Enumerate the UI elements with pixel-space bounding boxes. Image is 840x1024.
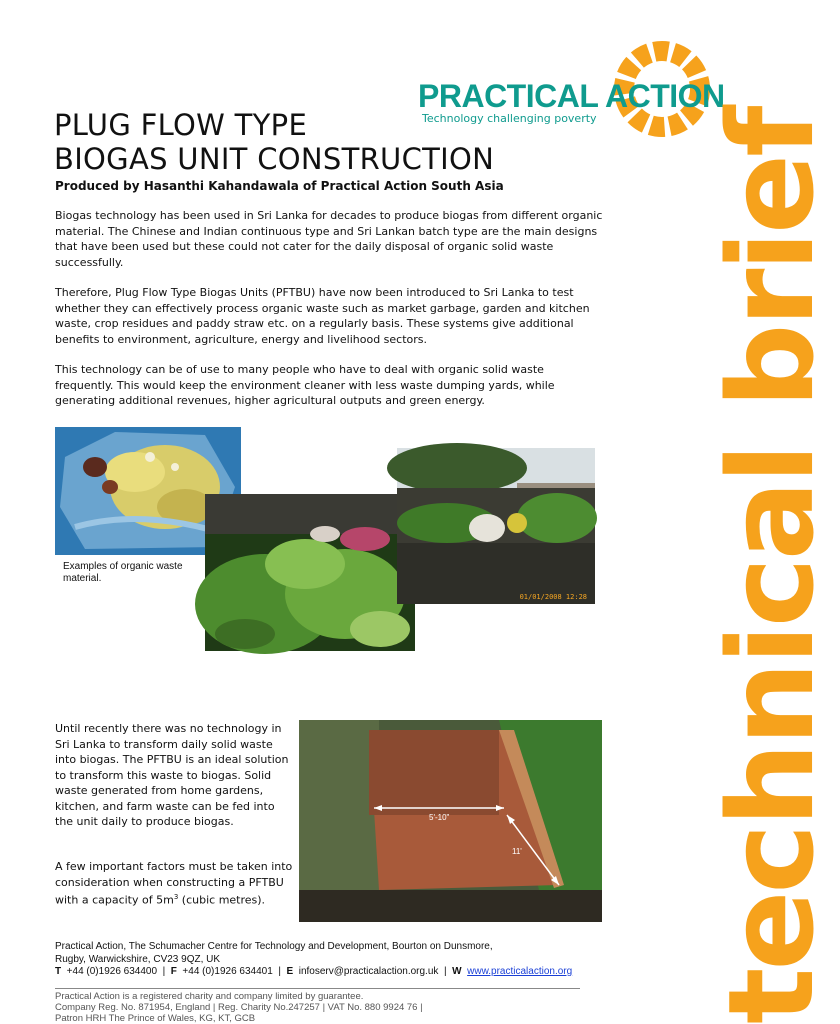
pftbu-paragraph: Therefore, Plug Flow Type Biogas Units (PFTBU) have now been introduced to Sri Lanka to test whether they can effectively process organic waste such as market garbage, garden and kitchen waste, crop residues and paddy straw etc. on a regularly basis. These systems give additional benefits to environment, agriculture, energy and livelihood sectors. <box>55 286 590 346</box>
benefits-paragraph: This technology can be of use to many people who have to deal with organic solid waste frequently. This would keep the environment cleaner with less waste dumping yards, while generating additional revenues, higher agricultural outputs and green energy. <box>55 363 555 407</box>
factors-superscript: 3 <box>173 893 179 901</box>
factors-text: A few important factors must be taken into consideration when constructing a PFTBU with a capacity of 5m <box>55 860 293 907</box>
brand-name: PRACTICAL ACTION <box>418 78 725 114</box>
legal-line-1: Practical Action is a registered charity and company limited by guarantee. <box>55 991 364 1002</box>
legal-notice <box>55 991 423 1024</box>
byline: Produced by Hasanthi Kahandawala of Practical Action South Asia <box>55 179 504 193</box>
title-line-1: PLUG FLOW TYPE <box>54 108 308 142</box>
intro-paragraph: Biogas technology has been used in Sri Lanka for decades to produce biogas from different organic material. The Chinese and Indian continuous type and Sri Lankan batch type are the main designs that have been used but these could not cater for the daily disposal of organic solid waste successfully. <box>55 209 603 269</box>
legal-line-2: Company Reg. No. 871954, England | Reg. Charity No.247257 | VAT No. 880 9924 76 | <box>55 1002 423 1013</box>
footer-address-line-2: Rugby, Warwickshire, CV23 9QZ, UK <box>55 953 221 965</box>
photo-caption: Examples of organic waste material. <box>63 561 183 584</box>
photo-date-stamp: 01/01/2008 12:28 <box>519 593 587 601</box>
page-title <box>54 108 494 176</box>
legal-line-3: Patron HRH The Prince of Wales, KG, KT, GCB <box>55 1013 256 1024</box>
footer-address-line-1: Practical Action, The Schumacher Centre for Technology and Development, Bourton on Dunsmore, <box>55 941 493 952</box>
email-label: E <box>286 966 294 977</box>
dimension-length-label: 11' <box>512 847 522 856</box>
factors-paragraph <box>55 859 295 908</box>
photo-greens <box>205 494 415 651</box>
brand-tagline: Technology challenging poverty <box>422 112 597 125</box>
fax-label: F <box>170 966 177 977</box>
title-line-2: BIOGAS UNIT CONSTRUCTION <box>54 142 495 176</box>
web-label: W <box>452 966 462 977</box>
photo-excavation <box>299 720 602 922</box>
website-link[interactable]: www.practicalaction.org <box>467 966 573 977</box>
footer-divider <box>55 988 580 989</box>
factors-text-end: (cubic metres). <box>178 893 266 907</box>
footer-contact-line: T +44 (0)1926 634400 | F +44 (0)1926 634401 | E infoserv@practicalaction.org.uk | W www.practicalaction.org <box>55 966 573 977</box>
phone-number: +44 (0)1926 634400 <box>66 966 158 977</box>
fax-number: +44 (0)1926 634401 <box>182 966 273 977</box>
photo-dumping-yard <box>397 448 595 604</box>
technical-brief-label: technical brief <box>702 108 840 1024</box>
footer-address <box>55 941 572 979</box>
dimension-width-label: 5'-10" <box>429 813 450 822</box>
background-paragraph: Until recently there was no technology in Sri Lanka to transform daily solid waste into biogas. The PFTBU is an ideal solution to transform this waste to biogas. Solid waste generated from home gardens, kitchen, and farm waste can be fed into the unit daily to produce biogas. <box>55 722 289 828</box>
phone-label: T <box>55 966 62 977</box>
email-address[interactable]: infoserv@practicalaction.org.uk <box>298 966 439 977</box>
